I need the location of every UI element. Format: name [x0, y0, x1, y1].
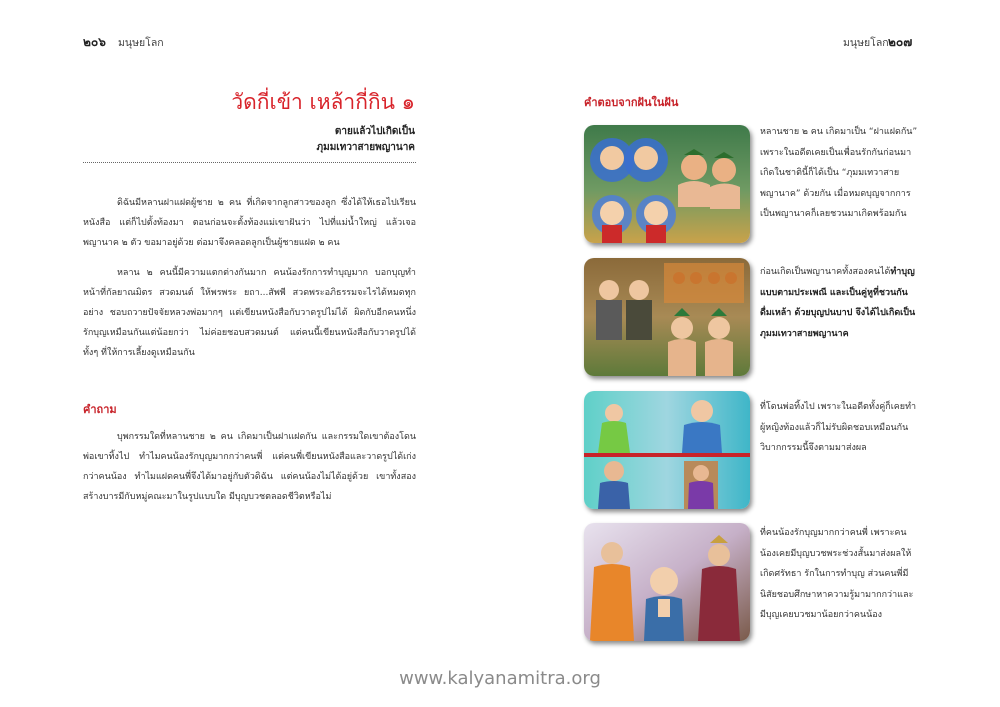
- article-subtitle-line-1: ตายแล้วไปเกิดเป็น: [334, 126, 415, 137]
- answer-caption-2-bold: ทำบุญแบบตามประเพณี และเป็นคู่หูที่ชวนกันดื่มเหล้า ด้วยบุญปนบาป จึงได้ไปเกิดเป็นภุมมเทวาสายพญานาค: [760, 267, 916, 339]
- right-page-number: ๒๐๗: [888, 35, 913, 49]
- left-page-number: ๒๐๖: [83, 35, 106, 49]
- story-paragraph-2: หลาน ๒ คนนี้มีความแตกต่างกันมาก คนน้องรักการทำบุญมาก บอกบุญทำหน้าที่กัลยาณมิตร สวดมนต์ ให้พรพระ ยถา...สัพพี สวดพระอภิธรรมจะไรได้หมดทุกอย่าง ชอบถวายปัจจัยหลวงพ่อมากๆ แต่เขียนหนังสือกับวาดรูปไม่ได้ ผิดกับอีกคนหนึ่ง รักบุญเหมือนกันแต่น้อยกว่า ไม่ค่อยชอบสวดมนต์ แต่คนนี้เขียนหนังสือกับวาดรูปได้ ทั้งๆ ที่ให้การเลี้ยงดูเหมือนกัน: [83, 268, 416, 358]
- right-running-header: มนุษยโลก: [843, 37, 889, 49]
- abandonment-illustration: [584, 391, 750, 509]
- merit-and-drinking-illustration: [584, 258, 750, 376]
- answer-caption-2-plain: ก่อนเกิดเป็นพญานาคทั้งสองคนได้: [760, 267, 891, 277]
- question-text: บุพกรรมใดที่หลานชาย ๒ คน เกิดมาเป็นฝาแฝดกัน และกรรมใดเขาต้องโดนพ่อเขาทิ้งไป ทำไมคนน้องรักบุญมากกว่าคนพี่ แต่คนพี่เขียนหนังสือและวาดรูปได้เก่งกว่าคนน้อง ทำไมแฝดคนพี่จึงได้มาอยู่กับตัวดิฉัน แต่คนน้องไม่ได้อยู่ด้วย เขาทั้งสองสร้างบารมีกับหมู่คณะมาในรูปแบบใด มีบุญบวชตลอดชีวิตหรือไม่: [83, 432, 416, 502]
- story-paragraph-1: ดิฉันมีหลานฝาแฝดผู้ชาย ๒ คน ที่เกิดจากลูกสาวของลูก ซึ่งได้ให้เธอไปเรียนหนังสือ แต่ก็ไปตั้งท้องมา ตอนก่อนจะตั้งท้องแม่เขาฝันว่า ไปที่แม่น้ำใหญ่ แล้วเจอพญานาค ๒ ตัว ขอมาอยู่ด้วย ต่อมาจึงคลอดลูกเป็นผู้ชายแฝด ๒ คน: [83, 198, 416, 248]
- monk-and-child-illustration: [584, 523, 750, 641]
- answer-caption-1: หลานชาย ๒ คน เกิดมาเป็น “ฝาแฝดกัน” เพราะในอดีตเคยเป็นเพื่อนรักกันก่อนมาเกิดในชาตินี้ก็ได้เป็น “ภุมมเทวาสายพญานาค” ด้วยกัน เมื่อหมดบุญจากการเป็นพญานาคก็เลยชวนมาเกิดพร้อมกัน: [760, 127, 918, 219]
- article-title: วัดกี่เข้า เหล้ากี่กิน ๑: [231, 90, 415, 114]
- answer-caption-4: ที่คนน้องรักบุญมากกว่าคนพี่ เพราะคนน้องเคยมีบุญบวชพระช่วงสั้นมาส่งผลให้เกิดศรัทธา รักในการทำบุญ ส่วนคนพี่มีนิสัยชอบศึกษาหาความรู้มามากกว่าและมีบุญเคยบวชมาน้อยกว่าคนน้อง: [760, 528, 914, 620]
- twins-naga-illustration: [584, 125, 750, 243]
- question-heading: คำถาม: [83, 403, 117, 416]
- article-subtitle-line-2: ภุมมเทวาสายพญานาค: [316, 142, 415, 153]
- left-running-header: มนุษยโลก: [118, 37, 164, 49]
- answer-caption-3: ที่โดนพ่อทิ้งไป เพราะในอดีตทั้งคู่ก็เคยทำผู้หญิงท้องแล้วก็ไม่รับผิดชอบเหมือนกัน วิบากกรรมนี้จึงตามมาส่งผล: [760, 402, 917, 453]
- website-url: www.kalyanamitra.org: [399, 668, 601, 689]
- dotted-divider: [83, 162, 416, 163]
- answer-caption-2: [760, 262, 918, 344]
- answer-heading: คำตอบจากฝันในฝัน: [584, 96, 679, 109]
